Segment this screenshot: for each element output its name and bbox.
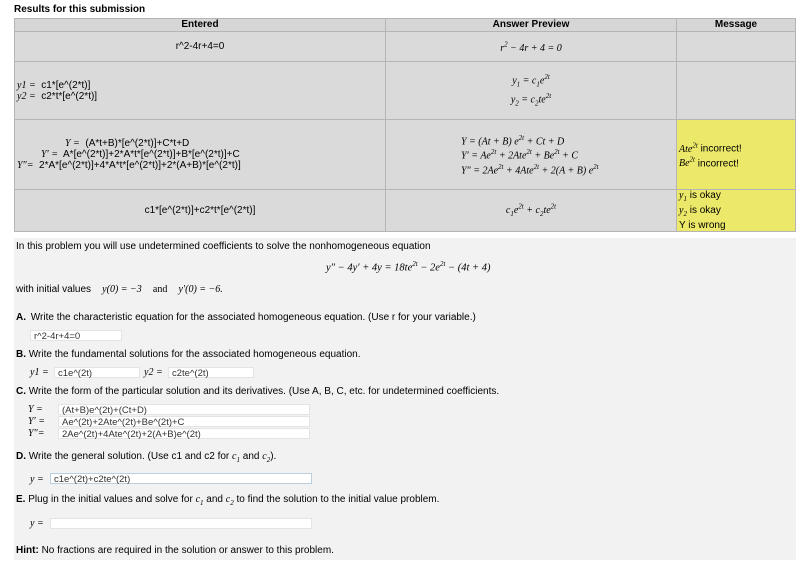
- part-a-input[interactable]: r^2-4r+4=0: [30, 330, 122, 341]
- entered-d: c1*[e^(2*t)]+c2*t*[e^(2*t)]: [15, 190, 386, 232]
- part-e-input[interactable]: [50, 518, 312, 529]
- result-row-a: [15, 32, 796, 62]
- part-a-prompt: A. Write the characteristic equation for the associated homogeneous equation. (Use r for your variable.): [16, 312, 476, 323]
- problem-panel: [14, 238, 796, 560]
- message-b: [677, 62, 796, 120]
- part-e-y-label: y =: [30, 518, 44, 529]
- part-c-Yp-input[interactable]: Ae^(2t)+2Ate^(2t)+Be^(2t)+C: [58, 416, 310, 427]
- entered-b: y1 = c1*[e^(2*t)] y2 = c2*t*[e^(2*t)]: [15, 62, 386, 120]
- part-c-Ypp-input[interactable]: 2Ae^(2t)+4Ate^(2t)+2(A+B)e^(2t): [58, 428, 310, 439]
- preview-c: Y = (At + B) $e^{2t} + Ct + D$ $Y' = Ae^{2t} + 2Ate^{2t} + Be^{2t} + C$ $Y'' = 2Ae^{2t} + 4Ate^{2t} + 2(A + B)$ $e^{2t}$: [386, 120, 677, 190]
- entered-c: Y = (A*t+B)*[e^(2*t)]+C*t+D Y′ = A*[e^(2*t)]+2*A*t*[e^(2*t)]+B*[e^(2*t)]+C Y″= 2*A*[e^(2*t)]+4*A*t*[e^(2*t)]+2*(A+B)*[e^(2*t)]: [15, 120, 386, 190]
- part-c-Y-label: Y =: [28, 404, 43, 415]
- entered-a: r^2-4r+4=0: [15, 32, 386, 62]
- initial-values: with initial values y(0) = −3 and y′(0) = −6.: [16, 284, 223, 295]
- preview-b: $y_1 = c_1e^{2t}$ $y_2 = c_2te^{2t}$: [386, 62, 677, 120]
- message-c: Ate$^{2t}$ incorrect! $Be^{2t}$ incorrect!: [677, 120, 796, 190]
- result-row-d: [15, 190, 796, 232]
- part-b-y2-input[interactable]: c2te^(2t): [168, 367, 254, 378]
- part-d-input[interactable]: c1e^(2t)+c2te^(2t): [50, 473, 312, 484]
- part-d-y-label: y =: [30, 474, 44, 485]
- header-answer-preview: Answer Preview: [386, 19, 677, 32]
- preview-d: $c_1e^{2t} + c_2te^{2t}$: [386, 190, 677, 232]
- results-header-row: [15, 19, 796, 32]
- message-a: [677, 32, 796, 62]
- results-title: Results for this submission: [14, 4, 146, 15]
- part-b-y1-label: y1 =: [30, 367, 49, 378]
- part-d-prompt: D. Write the general solution. (Use c1 and c2 for $c_1$ and $c_2$).: [16, 451, 277, 464]
- part-c-Ypp-label: Y″=: [28, 428, 45, 439]
- message-d: $y_1$ is okay $y_2$ is okay Y is wrong: [677, 190, 796, 232]
- header-entered: Entered: [15, 19, 386, 32]
- preview-a: $r^2 - 4r + 4 = 0$: [386, 32, 677, 62]
- result-row-b: [15, 62, 796, 120]
- hint: Hint: No fractions are required in the solution or answer to this problem.: [16, 545, 334, 556]
- part-b-y1-input[interactable]: c1e^(2t): [54, 367, 140, 378]
- part-b-prompt: B. Write the fundamental solutions for the associated homogeneous equation.: [16, 349, 361, 360]
- results-table: [14, 18, 796, 232]
- result-row-c: [15, 120, 796, 190]
- header-message: Message: [677, 19, 796, 32]
- part-c-prompt: C. Write the form of the particular solution and its derivatives. (Use A, B, C, etc. for undetermined coefficients.: [16, 386, 500, 397]
- part-e-prompt: E. Plug in the initial values and solve for $c_1$ and $c_2$ to find the solution to the initial value problem.: [16, 494, 440, 507]
- part-c-Y-input[interactable]: (At+B)e^(2t)+(Ct+D): [58, 404, 310, 415]
- part-b-y2-label: y2 =: [144, 367, 163, 378]
- part-c-Yp-label: Y′ =: [28, 416, 45, 427]
- differential-equation: $y'' - 4y' + 4y = 18te^{2t} - 2e^{2t} - (4t + 4)$: [326, 260, 491, 274]
- problem-intro: In this problem you will use undetermined coefficients to solve the nonhomogeneous equation: [16, 241, 431, 252]
